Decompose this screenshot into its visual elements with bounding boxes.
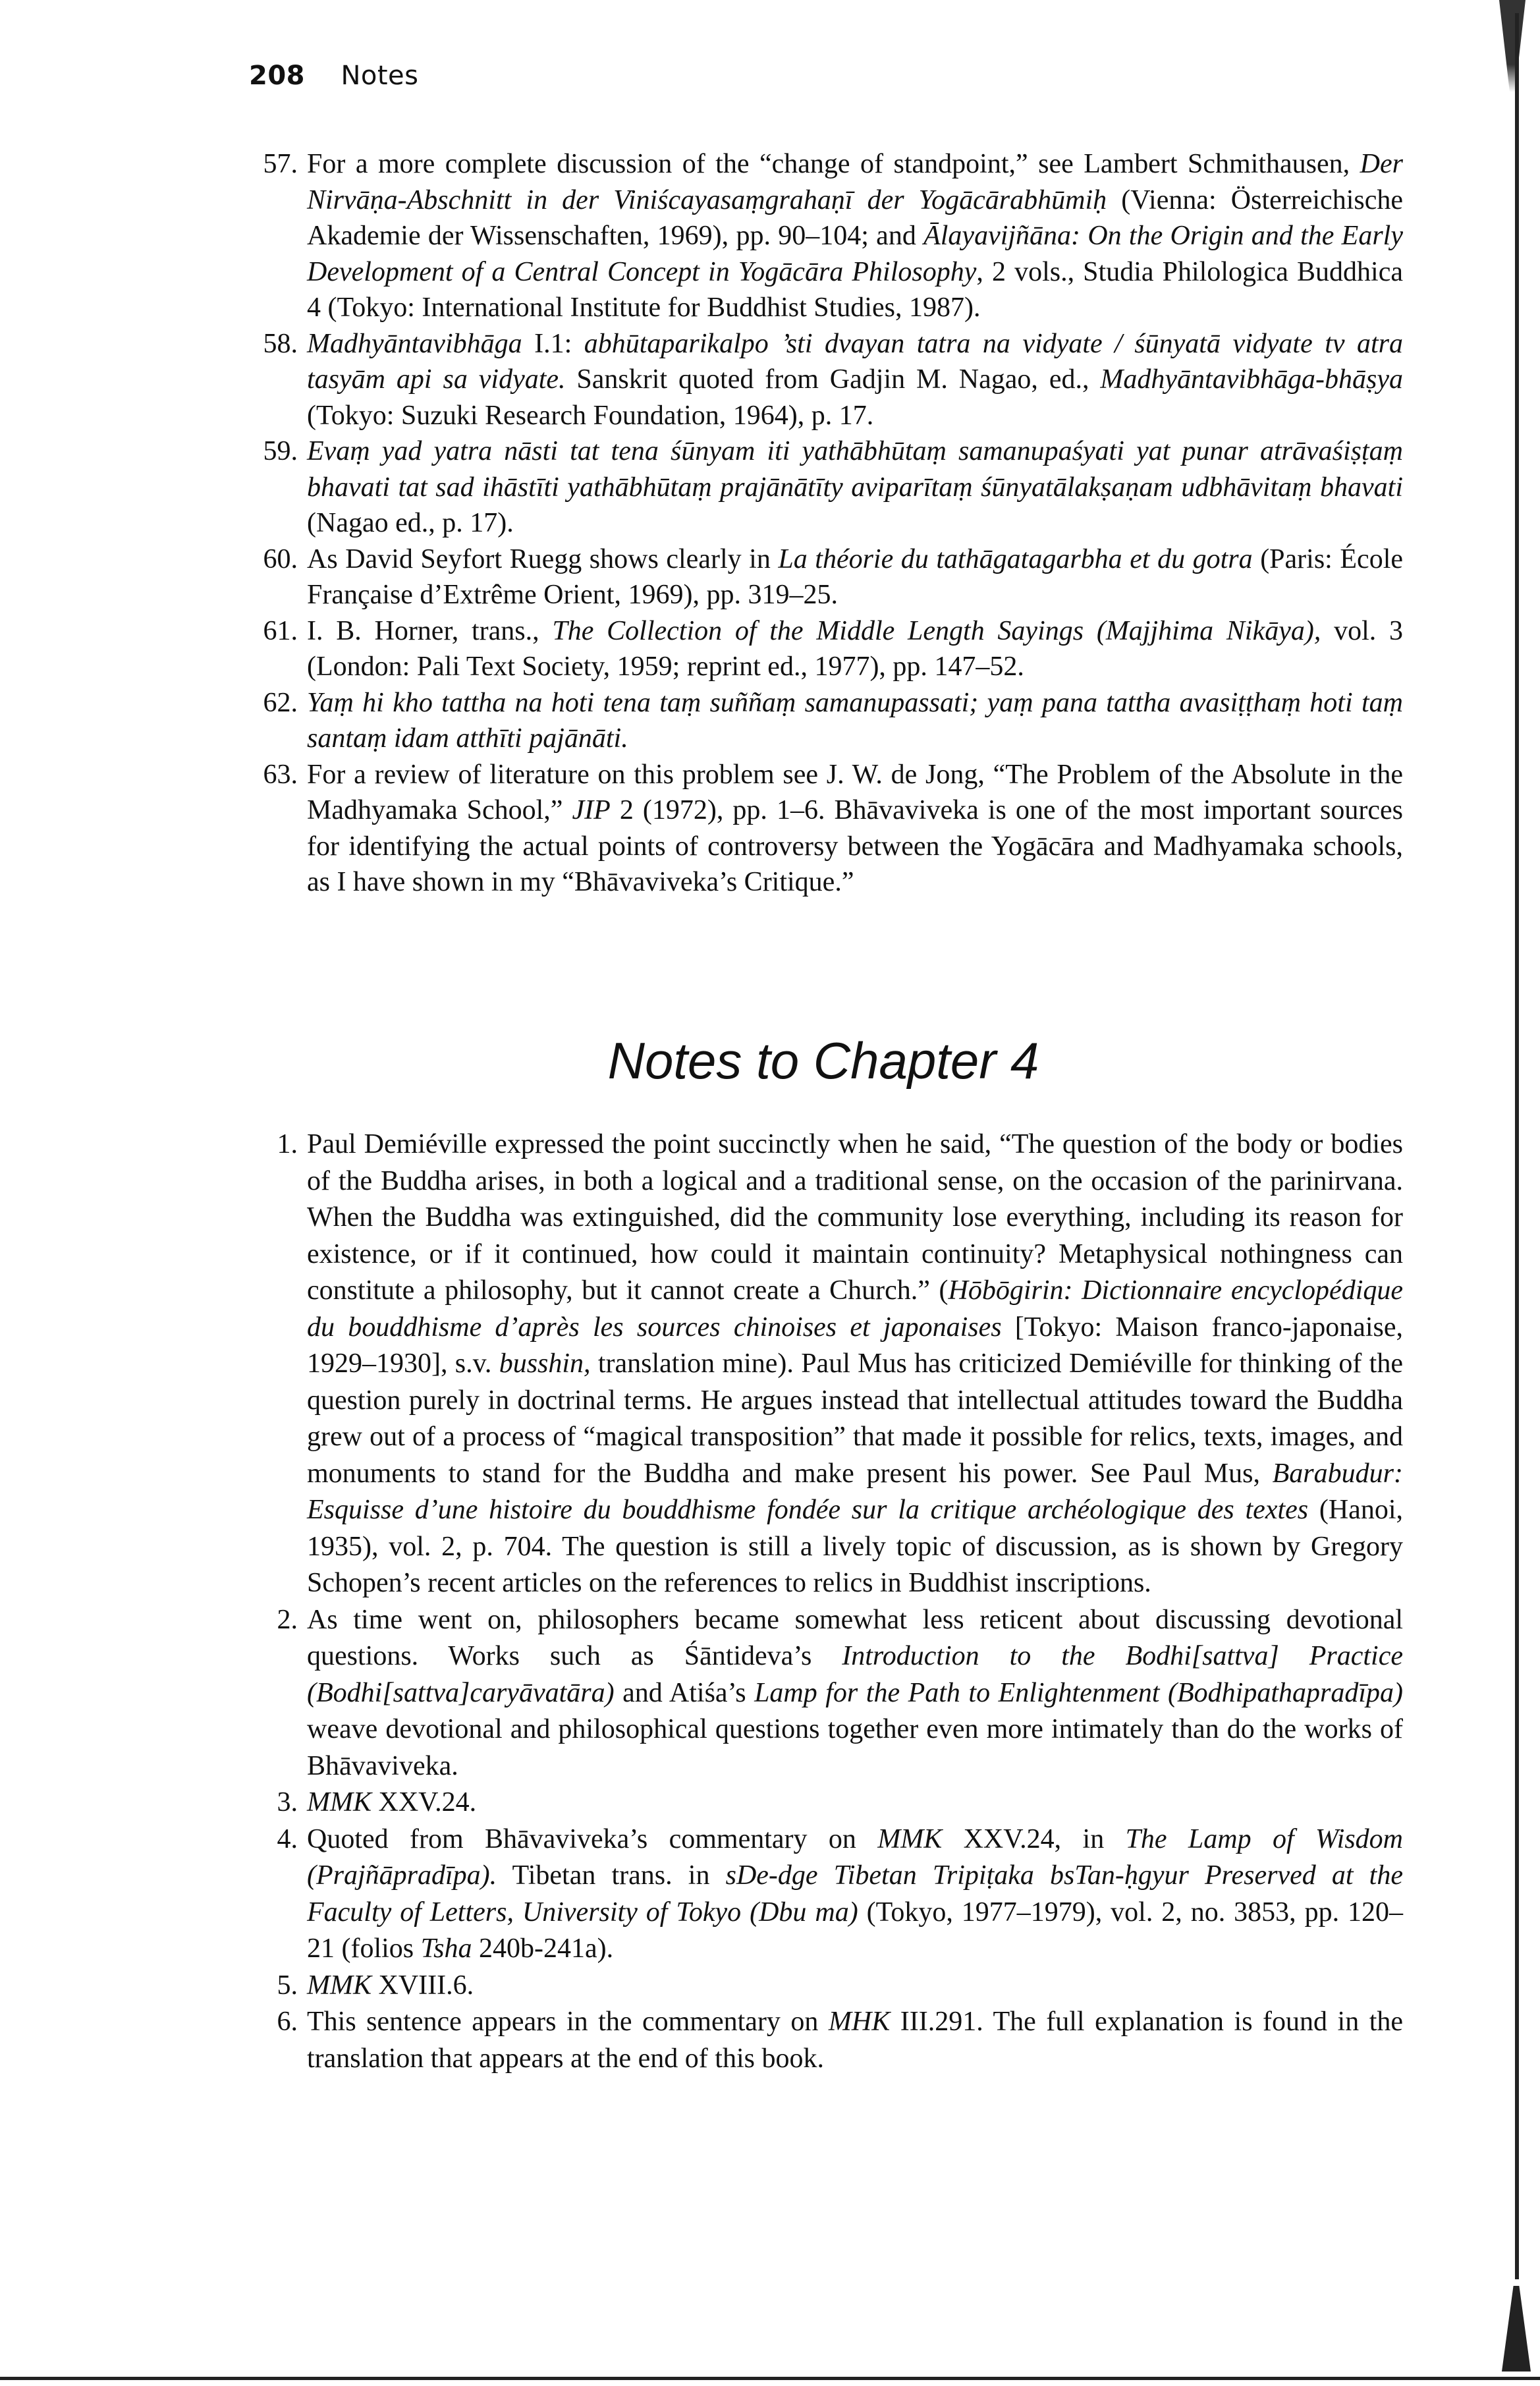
binding-edge-mark: [1499, 0, 1526, 92]
note-text: Madhyāntavibhāga I.1: abhūtaparikalpo ’sti dvayan tatra na vidyate / śūnyatā vidyate tv atra tasyām api sa vidyate. Sanskrit quoted from Gadjin M. Nagao, ed., Madhyāntavibhāga-bhāṣya (Tokyo: Suzuki Research Foundation, 1964), p. 17.: [307, 328, 1404, 431]
note-item: [244, 1821, 1403, 1968]
notes-list-chapter-3: [244, 146, 1403, 901]
note-text: As time went on, philosophers became somewhat less reticent about discussing devotional questions. Works such as Śāntideva’s Introduction to the Bodhi[sattva] Practice (Bodhi[sattva]caryāvatāra) and Atiśa’s Lamp for the Path to Enlightenment (Bodhipathapradīpa) weave devotional and philosophical questions together even more intimately than do the works of Bhāvaviveka.: [307, 1604, 1403, 1781]
note-item: [244, 1602, 1403, 1785]
page-bottom-edge: [0, 2377, 1540, 2380]
note-text: MMK XVIII.6.: [307, 1970, 474, 2001]
section-name: Notes: [341, 61, 419, 91]
note-number: 60.: [263, 543, 298, 574]
note-number: 2.: [277, 1604, 298, 1635]
note-text: For a review of literature on this problem see J. W. de Jong, “The Problem of the Absolute in the Madhyamaka School,” JIP 2 (1972), pp. 1–6. Bhāvaviveka is one of the most important sources for identifying the actual points of controversy between the Yogācāra and Madhyamaka schools, as I have shown in my “Bhāvaviveka’s Critique.”: [307, 759, 1404, 897]
note-number: 57.: [263, 149, 298, 179]
note-item: [244, 433, 1403, 541]
running-head: [249, 61, 418, 91]
note-text: Quoted from Bhāvaviveka’s commentary on MMK XXV.24, in The Lamp of Wisdom (Prajñāpradīpa). Tibetan trans. in sDe-dge Tibetan Tripiṭaka bsTan-ḥgyur Preserved at the Faculty of Letters, University of Tokyo (Dbu ma) (Tokyo, 1977–1979), vol. 2, no. 3853, pp. 120–21 (folios Tsha 240b-241a).: [307, 1823, 1404, 1964]
note-text: Evaṃ yad yatra nāsti tat tena śūnyam iti yathābhūtaṃ samanupaśyati yat punar atrāvaśiṣṭaṃ bhavati tat sad ihāstīti yathābhūtaṃ prajānātīty aviparītaṃ śūnyatālakṣaṇam udbhāvitaṃ bhavati (Nagao ed., p. 17).: [307, 436, 1403, 538]
note-number: 63.: [263, 759, 298, 790]
note-item: [244, 685, 1403, 757]
note-item: [244, 613, 1403, 685]
note-number: 3.: [277, 1787, 298, 1817]
note-item: [244, 1968, 1403, 2005]
note-number: 6.: [277, 2007, 298, 2037]
note-number: 62.: [263, 687, 298, 718]
note-text: For a more complete discussion of the “change of standpoint,” see Lambert Schmithausen, Der Nirvāṇa-Abschnitt in der Viniścayasaṃgrahaṇī der Yogācārabhūmiḥ (Vienna: Österreichische Akademie der Wissenschaften, 1969), pp. 90–104; and Ālayavijñāna: On the Origin and the Early Development of a Central Concept in Yogācāra Philosophy, 2 vols., Studia Philologica Buddhica 4 (Tokyo: International Institute for Buddhist Studies, 1987).: [307, 149, 1403, 323]
note-number: 5.: [277, 1970, 298, 2001]
note-text: As David Seyfort Ruegg shows clearly in La théorie du tathāgatagarbha et du gotra (Paris: École Française d’Extrême Orient, 1969), pp. 319–25.: [307, 543, 1404, 610]
note-text: I. B. Horner, trans., The Collection of the Middle Length Sayings (Majjhima Nikāya), vol. 3 (London: Pali Text Society, 1959; reprint ed., 1977), pp. 147–52.: [307, 615, 1403, 682]
note-item: [244, 1785, 1403, 1821]
note-item: [244, 2004, 1403, 2077]
note-number: 1.: [277, 1129, 298, 1159]
chapter-heading: Notes to Chapter 4: [607, 1032, 1039, 1090]
note-number: 4.: [277, 1823, 298, 1854]
note-number: 58.: [263, 328, 298, 359]
note-number: 61.: [263, 615, 298, 646]
binding-edge-line: [1515, 13, 1519, 2279]
note-item: [244, 541, 1403, 613]
binding-edge-mark-bottom: [1502, 2286, 1531, 2372]
note-text: This sentence appears in the commentary on MHK III.291. The full explanation is found in the translation that appears at the end of this book.: [307, 2007, 1404, 2074]
note-item: [244, 326, 1403, 434]
note-item: [244, 1126, 1403, 1602]
note-text: Paul Demiéville expressed the point succinctly when he said, “The question of the body or bodies of the Buddha arises, in both a logical and a traditional sense, on the occasion of the parinirvana. When the Buddha was extinguished, did the community lose everything, including its reason for existence, or if it continued, how could it maintain continuity? Metaphysical nothingness can constitute a philosophy, but it cannot create a Church.” (Hōbōgirin: Dictionnaire encyclopédique du bouddhisme d’après les sources chinoises et japonaises [Tokyo: Maison franco-japonaise, 1929–1930], s.v. busshin, translation mine). Paul Mus has criticized Demiéville for thinking of the question purely in doctrinal terms. He argues instead that intellectual attitudes toward the Buddha grew out of a process of “magical transposition” that made it possible for relics, texts, images, and monuments to stand for the Buddha and make present his power. See Paul Mus, Barabudur: Esquisse d’une histoire du bouddhisme fondée sur la critique archéologique des textes (Hanoi, 1935), vol. 2, p. 704. The question is still a lively topic of discussion, as is shown by Gregory Schopen’s recent articles on the references to relics in Buddhist inscriptions.: [307, 1129, 1404, 1598]
note-text: MMK XXV.24.: [307, 1787, 477, 1817]
page-number: 208: [249, 61, 305, 91]
note-item: [244, 146, 1403, 326]
note-number: 59.: [263, 436, 298, 466]
notes-list-chapter-4: [244, 1126, 1403, 2077]
note-item: [244, 757, 1403, 901]
note-text: Yaṃ hi kho tattha na hoti tena taṃ suññaṃ samanupassati; yaṃ pana tattha avasiṭṭhaṃ hoti taṃ santaṃ idam atthīti pajānāti.: [307, 687, 1403, 754]
